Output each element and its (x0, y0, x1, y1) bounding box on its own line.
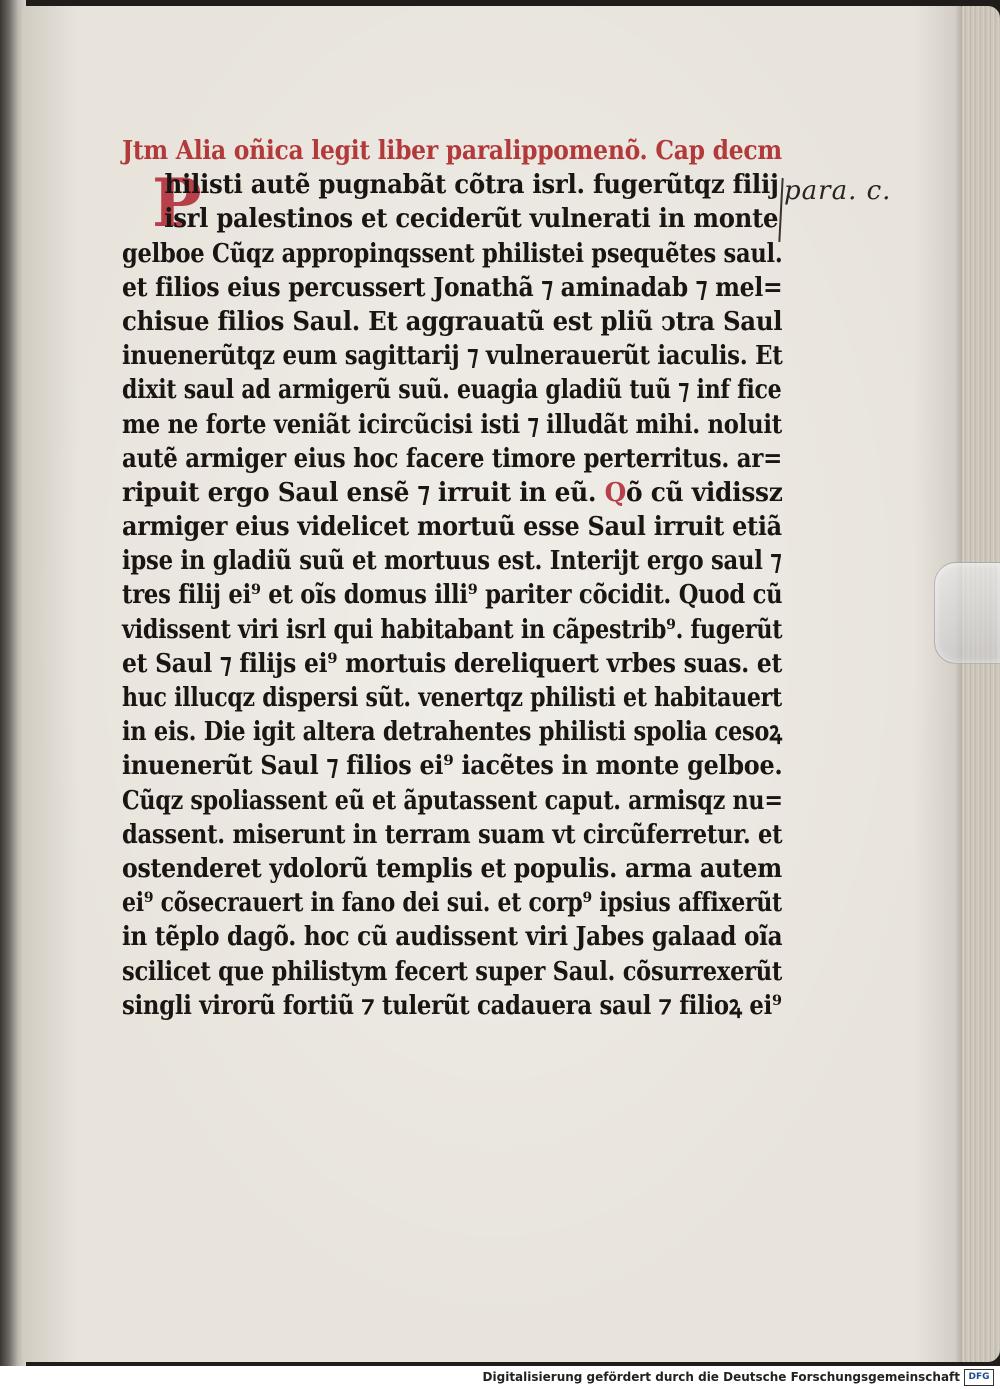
text-line: tres filij ei⁹ et oĩs domus illi⁹ pariter cõcidit. Quod cũ (122, 579, 783, 611)
text-line: dixit saul ad armigerũ suũ. euagia gladiũ tuũ ⁊ inf fice (122, 374, 782, 406)
initial-letter-q: Q (604, 476, 627, 508)
text-line: in eis. Die igit altera detrahentes philisti spolia cesoꝝ (122, 716, 782, 748)
margin-note: para. c. (784, 176, 892, 206)
dfg-logo: DFG (964, 1369, 994, 1386)
text-column (122, 134, 782, 1023)
text-line: in tẽplo dagõ. hoc cũ audissent viri Jabes galaad oĩa (122, 921, 783, 953)
text-line: scilicet que philistym fecert super Saul. cõsurrexerũt (122, 955, 783, 987)
text-line: singli virorũ fortiũ ⁊ tulerũt cadauera saul ⁊ filioꝝ ei⁹ (122, 989, 782, 1021)
text-line: chisue filios Saul. Et aggrauatũ est pliũ ↄtra Saul (122, 305, 783, 337)
plastic-page-clip (934, 562, 1000, 664)
rubric-heading: Jtm Alia oñica legit liber paralippomenõ. Cap decm (122, 135, 782, 166)
text-line: huc illucqz dispersi sũt. venertqz philisti et habitauert (122, 682, 782, 713)
initial-letter-p: P (152, 164, 202, 242)
text-line: autẽ armiger eius hoc facere timore perterritus. ar= (122, 442, 783, 474)
text-line: et filios eius percussert Jonathã ⁊ aminadab ⁊ mel= (122, 271, 783, 303)
text-line: ipse in gladiũ suũ et mortuus est. Interijt ergo saul ⁊ (122, 545, 782, 577)
text-line: inuenerũt Saul ⁊ filios ei⁹ iacẽtes in monte gelboe. (122, 750, 783, 782)
text-line-part: õ cũ vidissz (626, 476, 783, 508)
text-line: Cũqz spoliassent eũ et ãputassent caput. armisqz nu= (122, 784, 783, 816)
text-line-part: ripuit ergo Saul ensẽ ⁊ irruit in eũ. (122, 476, 597, 508)
text-line: dassent. miserunt in terram suam vt circũferretur. et (122, 818, 783, 850)
footer-credit: Digitalisierung gefördert durch die Deutsche Forschungsgemeinschaft (482, 1370, 960, 1384)
text-line: me ne forte veniãt icircũcisi isti ⁊ illudãt mihi. noluit (122, 408, 782, 440)
text-line: gelboe Cũqz appropinqssent philistei psequẽtes saul. (122, 237, 783, 269)
text-line: inuenerũtqz eum sagittarij ⁊ vulnerauerũt iaculis. Et (122, 340, 783, 372)
text-line: vidissent viri isrl qui habitabant in cãpestrib⁹. fugerũt (122, 613, 783, 645)
text-line: armiger eius videlicet mortuũ esse Saul irruit etiã (122, 511, 782, 543)
book-fore-edge (962, 6, 1000, 1362)
text-line: ostenderet ydolorũ templis et populis. arma autem (122, 852, 782, 884)
text-line: hilisti autẽ pugnabãt cõtra isrl. fugerũtqz filij (164, 169, 779, 201)
text-line: isrl palestinos et ceciderũt vulnerati in monte (164, 203, 779, 235)
text-line: et Saul ⁊ filijs ei⁹ mortuis dereliquert vrbes suas. et (122, 647, 783, 679)
text-line-with-initial (122, 476, 783, 510)
text-line: ei⁹ cõsecrauert in fano dei sui. et corp⁹ ipsius affixerũt (122, 887, 782, 919)
